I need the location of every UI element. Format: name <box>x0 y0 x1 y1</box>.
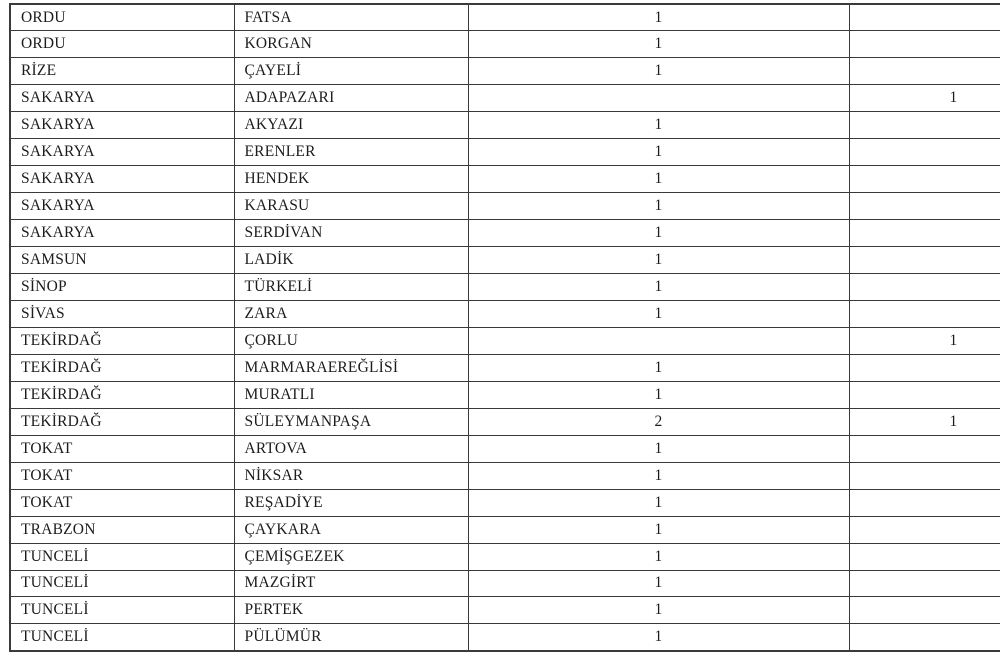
count-a-cell: 1 <box>468 489 849 516</box>
table-row <box>10 435 1000 462</box>
count-a-cell: 1 <box>468 570 849 597</box>
district-cell: ÇORLU <box>234 327 468 354</box>
count-a-cell <box>468 85 849 112</box>
district-cell: HENDEK <box>234 166 468 193</box>
district-cell: PERTEK <box>234 597 468 624</box>
count-b-cell: 1 <box>849 327 1000 354</box>
province-cell: SAMSUN <box>10 247 234 274</box>
count-b-cell <box>849 247 1000 274</box>
province-cell: TUNCELİ <box>10 597 234 624</box>
table-row <box>10 139 1000 166</box>
district-cell: ÇAYKARA <box>234 516 468 543</box>
count-a-cell: 1 <box>468 193 849 220</box>
district-cell: AKYAZI <box>234 112 468 139</box>
count-b-cell <box>849 597 1000 624</box>
count-a-cell: 1 <box>468 139 849 166</box>
province-cell: RİZE <box>10 58 234 85</box>
count-a-cell: 1 <box>468 354 849 381</box>
province-cell: SAKARYA <box>10 85 234 112</box>
table-row <box>10 489 1000 516</box>
province-cell: TRABZON <box>10 516 234 543</box>
table-row <box>10 220 1000 247</box>
count-a-cell: 1 <box>468 597 849 624</box>
table-row <box>10 327 1000 354</box>
province-cell: ORDU <box>10 31 234 58</box>
table-row <box>10 85 1000 112</box>
count-a-cell: 1 <box>468 516 849 543</box>
table-row <box>10 300 1000 327</box>
table-row <box>10 543 1000 570</box>
province-cell: TEKİRDAĞ <box>10 354 234 381</box>
count-b-cell <box>849 166 1000 193</box>
count-a-cell: 1 <box>468 300 849 327</box>
table-row <box>10 354 1000 381</box>
count-b-cell <box>849 4 1000 31</box>
district-cell: MARMARAEREĞLİSİ <box>234 354 468 381</box>
district-cell: SERDİVAN <box>234 220 468 247</box>
table-row <box>10 112 1000 139</box>
table-row <box>10 570 1000 597</box>
count-b-cell <box>849 274 1000 301</box>
province-cell: SİVAS <box>10 300 234 327</box>
table-row <box>10 597 1000 624</box>
table-row <box>10 193 1000 220</box>
table-row <box>10 58 1000 85</box>
table-row <box>10 166 1000 193</box>
count-a-cell: 1 <box>468 274 849 301</box>
count-b-cell: 1 <box>849 408 1000 435</box>
province-cell: TEKİRDAĞ <box>10 381 234 408</box>
count-a-cell: 1 <box>468 112 849 139</box>
district-cell: ARTOVA <box>234 435 468 462</box>
count-a-cell <box>468 327 849 354</box>
district-cell: ZARA <box>234 300 468 327</box>
count-b-cell <box>849 570 1000 597</box>
count-b-cell <box>849 381 1000 408</box>
province-cell: SAKARYA <box>10 193 234 220</box>
count-b-cell <box>849 354 1000 381</box>
count-b-cell <box>849 624 1000 651</box>
count-b-cell <box>849 435 1000 462</box>
province-cell: SAKARYA <box>10 166 234 193</box>
table-row <box>10 624 1000 651</box>
district-cell: ÇAYELİ <box>234 58 468 85</box>
count-a-cell: 1 <box>468 4 849 31</box>
count-b-cell <box>849 489 1000 516</box>
table-row <box>10 408 1000 435</box>
province-cell: SİNOP <box>10 274 234 301</box>
count-a-cell: 1 <box>468 247 849 274</box>
district-cell: PÜLÜMÜR <box>234 624 468 651</box>
count-a-cell: 1 <box>468 435 849 462</box>
district-cell: KARASU <box>234 193 468 220</box>
count-a-cell: 1 <box>468 58 849 85</box>
count-b-cell <box>849 462 1000 489</box>
district-cell: LADİK <box>234 247 468 274</box>
district-cell: ÇEMİŞGEZEK <box>234 543 468 570</box>
count-b-cell <box>849 112 1000 139</box>
count-a-cell: 2 <box>468 408 849 435</box>
count-a-cell: 1 <box>468 166 849 193</box>
count-b-cell <box>849 58 1000 85</box>
district-cell: TÜRKELİ <box>234 274 468 301</box>
province-cell: SAKARYA <box>10 139 234 166</box>
province-cell: TUNCELİ <box>10 570 234 597</box>
district-cell: ADAPAZARI <box>234 85 468 112</box>
province-cell: TOKAT <box>10 462 234 489</box>
province-cell: TOKAT <box>10 489 234 516</box>
district-cell: FATSA <box>234 4 468 31</box>
district-cell: REŞADİYE <box>234 489 468 516</box>
table-row <box>10 381 1000 408</box>
count-b-cell <box>849 543 1000 570</box>
table-row <box>10 462 1000 489</box>
district-cell: SÜLEYMANPAŞA <box>234 408 468 435</box>
table-row <box>10 274 1000 301</box>
district-cell: NİKSAR <box>234 462 468 489</box>
district-cell: ERENLER <box>234 139 468 166</box>
province-cell: TUNCELİ <box>10 624 234 651</box>
count-a-cell: 1 <box>468 220 849 247</box>
count-a-cell: 1 <box>468 624 849 651</box>
province-cell: TEKİRDAĞ <box>10 408 234 435</box>
province-cell: TOKAT <box>10 435 234 462</box>
table-body <box>10 4 1000 651</box>
table-row <box>10 4 1000 31</box>
district-cell: MURATLI <box>234 381 468 408</box>
province-cell: TUNCELİ <box>10 543 234 570</box>
count-a-cell: 1 <box>468 462 849 489</box>
count-a-cell: 1 <box>468 543 849 570</box>
count-b-cell <box>849 139 1000 166</box>
count-b-cell <box>849 300 1000 327</box>
province-cell: ORDU <box>10 4 234 31</box>
count-b-cell: 1 <box>849 85 1000 112</box>
province-cell: SAKARYA <box>10 112 234 139</box>
count-a-cell: 1 <box>468 31 849 58</box>
count-b-cell <box>849 31 1000 58</box>
district-cell: MAZGİRT <box>234 570 468 597</box>
district-cell: KORGAN <box>234 31 468 58</box>
table-row <box>10 247 1000 274</box>
count-a-cell: 1 <box>468 381 849 408</box>
table-row <box>10 516 1000 543</box>
province-cell: SAKARYA <box>10 220 234 247</box>
count-b-cell <box>849 193 1000 220</box>
data-table <box>9 3 1000 652</box>
province-cell: TEKİRDAĞ <box>10 327 234 354</box>
count-b-cell <box>849 220 1000 247</box>
count-b-cell <box>849 516 1000 543</box>
table-row <box>10 31 1000 58</box>
